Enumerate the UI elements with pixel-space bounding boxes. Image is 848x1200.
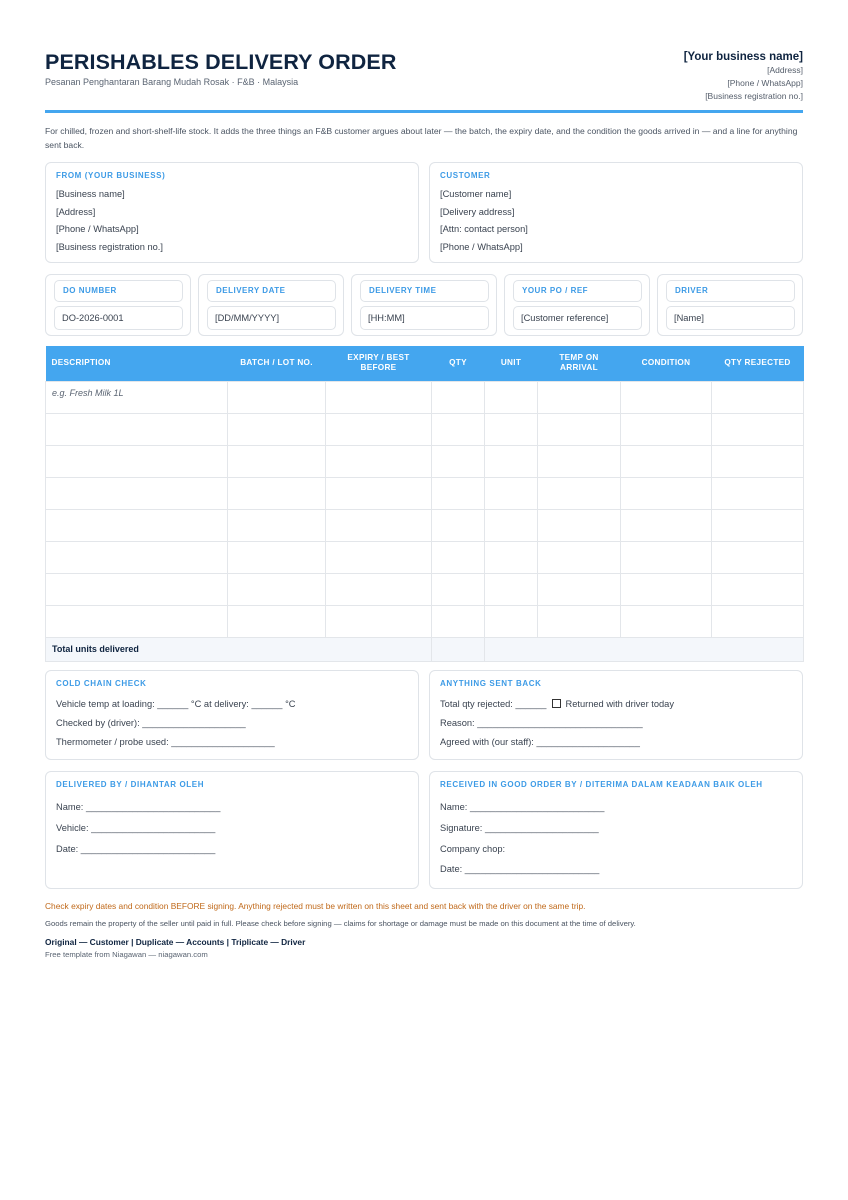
business-block (684, 50, 803, 103)
business-address: [Address] (767, 65, 803, 75)
business-registration: [Business registration no.] (705, 91, 803, 101)
table-cell[interactable] (46, 445, 228, 477)
example-description[interactable]: e.g. Fresh Milk 1L (46, 381, 228, 413)
delivered-name-line[interactable]: Name: __________________________ (56, 802, 221, 812)
table-cell[interactable] (432, 477, 485, 509)
delivered-by-box (45, 771, 419, 889)
header-divider (45, 110, 803, 113)
table-row (46, 605, 804, 637)
table-cell[interactable] (485, 413, 538, 445)
table-cell[interactable] (326, 445, 432, 477)
sent-back-label: ANYTHING SENT BACK (440, 679, 542, 688)
col-qty-rejected: QTY REJECTED (712, 346, 804, 381)
table-row (46, 477, 804, 509)
table-cell[interactable] (46, 477, 228, 509)
delivered-vehicle-line[interactable]: Vehicle: ________________________ (56, 823, 216, 833)
qty-rejected-row (440, 699, 674, 709)
from-label: FROM (YOUR BUSINESS) (56, 171, 166, 180)
table-cell[interactable] (621, 573, 712, 605)
do-number-box (45, 274, 191, 336)
customer-box (429, 162, 803, 263)
table-cell[interactable] (621, 477, 712, 509)
table-cell[interactable] (712, 605, 804, 637)
customer-label: CUSTOMER (440, 171, 491, 180)
col-expiry: EXPIRY / BEST BEFORE (326, 346, 432, 381)
business-name: [Your business name] (683, 51, 803, 63)
table-cell[interactable] (228, 477, 326, 509)
table-cell[interactable] (326, 541, 432, 573)
cold-chain-label: COLD CHAIN CHECK (56, 679, 147, 688)
table-cell[interactable] (621, 381, 712, 413)
company-chop-line[interactable]: Company chop: (440, 844, 506, 854)
received-name-line[interactable]: Name: __________________________ (440, 802, 605, 812)
table-cell[interactable] (432, 541, 485, 573)
table-cell[interactable] (326, 605, 432, 637)
document-title: PERISHABLES DELIVERY ORDER (45, 50, 397, 74)
document-subtitle: Pesanan Penghantaran Barang Mudah Rosak · F&B · Malaysia (45, 77, 299, 87)
from-business-name[interactable]: [Business name] (56, 189, 125, 199)
sent-back-box (429, 670, 803, 760)
table-cell[interactable] (621, 413, 712, 445)
qty-rejected-line[interactable]: Total qty rejected: ______ (440, 699, 547, 709)
business-phone: [Phone / WhatsApp] (727, 78, 803, 88)
table-cell[interactable] (46, 573, 228, 605)
template-credit: Free template from Niagawan — niagawan.com (45, 950, 208, 959)
table-cell[interactable] (46, 541, 228, 573)
table-row (46, 573, 804, 605)
table-cell[interactable] (228, 381, 326, 413)
table-cell[interactable] (485, 445, 538, 477)
table-cell[interactable] (538, 413, 621, 445)
table-cell[interactable] (538, 509, 621, 541)
driver-field[interactable]: [Name] (666, 306, 795, 330)
customer-address[interactable]: [Delivery address] (440, 206, 515, 217)
received-date-line[interactable]: Date: __________________________ (440, 864, 600, 874)
table-row (46, 541, 804, 573)
col-unit: UNIT (485, 346, 538, 381)
table-cell[interactable] (432, 445, 485, 477)
table-cell[interactable] (432, 573, 485, 605)
table-cell[interactable] (712, 573, 804, 605)
table-header-row (46, 346, 804, 381)
header (45, 50, 803, 110)
table-cell[interactable] (621, 445, 712, 477)
table-cell[interactable] (326, 573, 432, 605)
customer-contact[interactable]: [Attn: contact person] (440, 224, 528, 235)
table-cell[interactable] (621, 509, 712, 541)
table-cell[interactable] (485, 477, 538, 509)
table-cell[interactable] (712, 541, 804, 573)
from-registration[interactable]: [Business registration no.] (56, 242, 163, 253)
agreed-with-line[interactable]: Agreed with (our staff): ____________________ (440, 737, 640, 747)
table-cell[interactable] (485, 509, 538, 541)
delivered-date-line[interactable]: Date: __________________________ (56, 844, 216, 854)
table-cell[interactable] (621, 605, 712, 637)
table-cell[interactable] (432, 509, 485, 541)
table-cell[interactable] (485, 573, 538, 605)
table-cell[interactable] (538, 541, 621, 573)
received-signature-line[interactable]: Signature: ______________________ (440, 823, 599, 833)
table-cell[interactable] (228, 541, 326, 573)
driver-box (657, 274, 803, 336)
delivered-by-label: DELIVERED BY / DIHANTAR OLEH (56, 780, 205, 789)
table-cell[interactable] (228, 573, 326, 605)
total-row (46, 637, 804, 661)
items-table (45, 346, 804, 662)
thermometer-line[interactable]: Thermometer / probe used: ____________________ (56, 737, 275, 747)
customer-phone[interactable]: [Phone / WhatsApp] (440, 242, 523, 253)
table-cell[interactable] (228, 509, 326, 541)
table-cell[interactable] (228, 413, 326, 445)
from-box (45, 162, 419, 263)
table-cell[interactable] (432, 381, 485, 413)
customer-name[interactable]: [Customer name] (440, 189, 512, 199)
expiry-notice: Check expiry dates and condition BEFORE signing. Anything rejected must be written on this sheet and sent back with the driver on the same trip. (45, 901, 586, 911)
reason-line[interactable]: Reason: ________________________________ (440, 718, 643, 728)
col-qty: QTY (432, 346, 485, 381)
table-cell[interactable] (538, 605, 621, 637)
table-cell[interactable] (326, 509, 432, 541)
table-cell[interactable] (621, 541, 712, 573)
table-cell[interactable] (326, 477, 432, 509)
intro-text: For chilled, frozen and short-shelf-life stock. It adds the three things an F&B customer argues about later — the batch, the expiry date, and the condition the goods arrived in — and a line for anything sent back. (45, 126, 798, 150)
table-cell[interactable] (228, 605, 326, 637)
table-cell[interactable] (712, 477, 804, 509)
po-ref-label: YOUR PO / REF (513, 280, 642, 302)
total-qty-cell[interactable] (432, 637, 485, 661)
received-by-box (429, 771, 803, 889)
do-number-field[interactable]: DO-2026-0001 (54, 306, 183, 330)
delivery-date-label: DELIVERY DATE (207, 280, 336, 302)
delivery-time-field[interactable]: [HH:MM] (360, 306, 489, 330)
table-cell[interactable] (538, 381, 621, 413)
table-cell[interactable] (326, 413, 432, 445)
table-cell[interactable] (46, 605, 228, 637)
table-row (46, 509, 804, 541)
vehicle-temp-line[interactable]: Vehicle temp at loading: ______ °C at delivery: ______ °C (56, 699, 296, 709)
table-cell[interactable] (432, 413, 485, 445)
terms-fine-print: Goods remain the property of the seller until paid in full. Please check before signing — claims for shortage or damage must be made on this document at the time of delivery. (45, 919, 636, 928)
returned-label: Returned with driver today (565, 699, 675, 709)
checked-by-line[interactable]: Checked by (driver): ____________________ (56, 718, 246, 728)
total-label: Total units delivered (46, 637, 432, 661)
col-condition: CONDITION (621, 346, 712, 381)
do-number-label: DO NUMBER (54, 280, 183, 302)
from-phone[interactable]: [Phone / WhatsApp] (56, 224, 139, 235)
table-cell[interactable] (485, 541, 538, 573)
table-cell[interactable] (485, 381, 538, 413)
table-cell[interactable] (326, 381, 432, 413)
po-ref-box (504, 274, 650, 336)
delivery-date-box (198, 274, 344, 336)
po-ref-field[interactable]: [Customer reference] (513, 306, 642, 330)
table-cell[interactable] (46, 509, 228, 541)
driver-label: DRIVER (666, 280, 795, 302)
table-cell[interactable] (538, 445, 621, 477)
col-temp: TEMP ON ARRIVAL (538, 346, 621, 381)
delivery-time-box (351, 274, 497, 336)
received-by-label: RECEIVED IN GOOD ORDER BY / DITERIMA DALAM KEADAAN BAIK OLEH (440, 780, 763, 789)
table-cell[interactable] (712, 445, 804, 477)
table-row (46, 413, 804, 445)
table-cell[interactable] (228, 445, 326, 477)
table-cell[interactable] (538, 477, 621, 509)
from-address[interactable]: [Address] (56, 206, 96, 217)
returned-checkbox[interactable] (552, 699, 561, 708)
delivery-date-field[interactable]: [DD/MM/YYYY] (207, 306, 336, 330)
table-row (46, 445, 804, 477)
cold-chain-box (45, 670, 419, 760)
copy-distribution: Original — Customer | Duplicate — Accounts | Triplicate — Driver (45, 937, 306, 947)
table-cell[interactable] (538, 573, 621, 605)
table-cell[interactable] (46, 413, 228, 445)
table-cell[interactable] (485, 605, 538, 637)
col-batch: BATCH / LOT NO. (228, 346, 326, 381)
total-spacer-cell (485, 637, 804, 661)
table-cell[interactable] (432, 605, 485, 637)
col-description: DESCRIPTION (46, 346, 228, 381)
table-cell[interactable] (712, 509, 804, 541)
delivery-time-label: DELIVERY TIME (360, 280, 489, 302)
table-cell[interactable] (712, 413, 804, 445)
table-cell[interactable] (712, 381, 804, 413)
table-row (46, 381, 804, 413)
